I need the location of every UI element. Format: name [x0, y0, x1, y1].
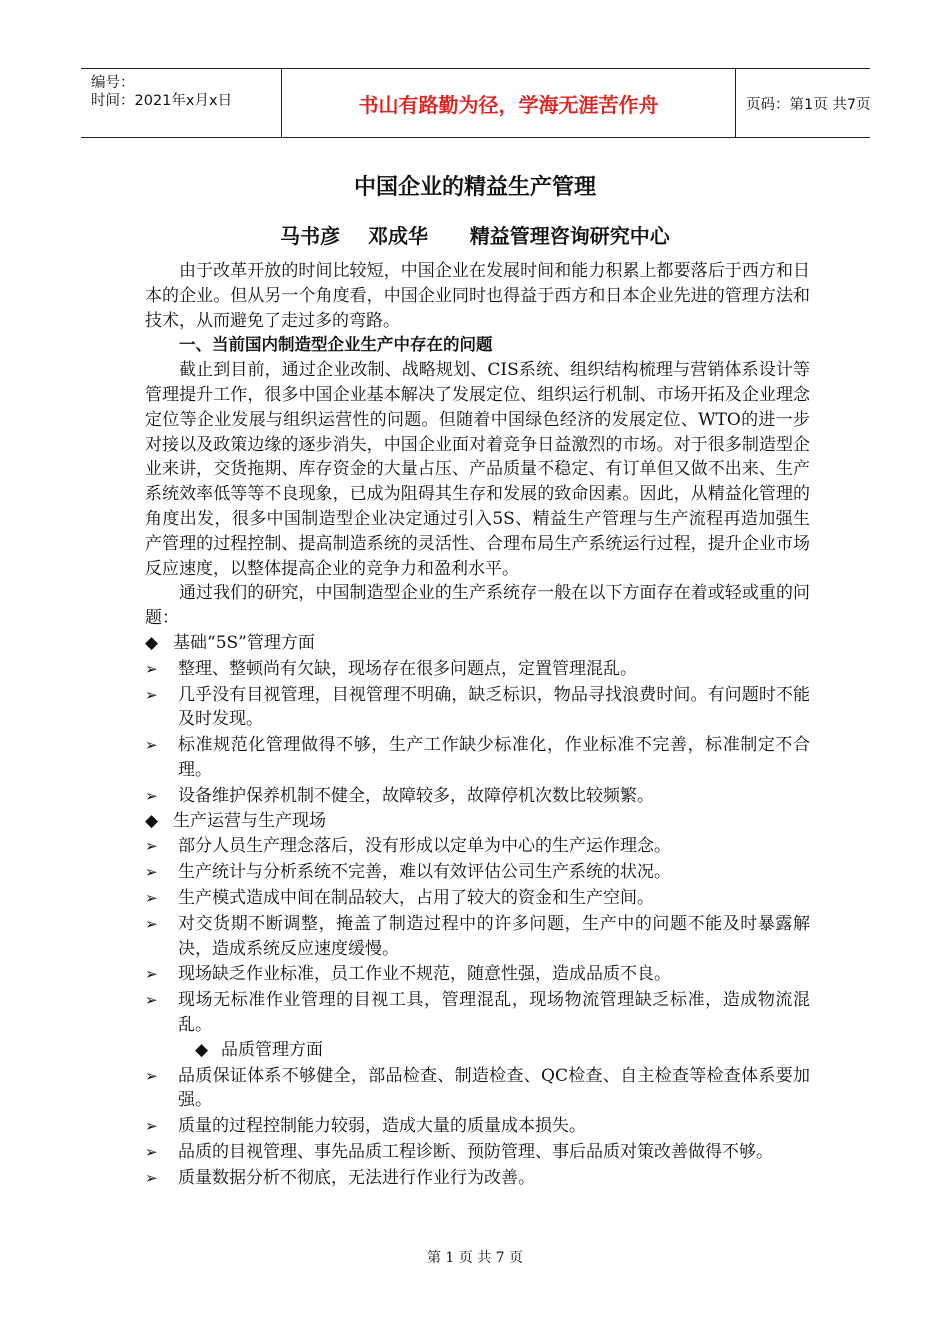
document-title: 中国企业的精益生产管理 [353, 175, 596, 200]
list-item-text: 标准规范化管理做得不够，生产工作缺少标准化，作业标准不完善，标准制定不合理。 [178, 735, 810, 780]
list-item [145, 1064, 810, 1114]
list-item-text: 设备维护保养机制不健全，故障较多，故障停机次数比较频繁。 [178, 785, 654, 806]
arrow-bullet-icon: ➢ [145, 685, 158, 704]
list-item [145, 1140, 810, 1165]
list-item-text: 现场缺乏作业标准，员工作业不规范，随意性强，造成品质不良。 [178, 964, 671, 985]
document-number-label: 编号： [91, 75, 135, 91]
list-item-text: 对交货期不断调整，掩盖了制造过程中的许多问题，生产中的问题不能及时暴露解决，造成系统反应速度缓慢。 [178, 913, 810, 959]
section-heading: 一、当前国内制造型企业生产中存在的问题 [179, 335, 493, 355]
diamond-bullet-icon: ◆ [195, 1039, 209, 1060]
list-item-text: 生产统计与分析系统不完善，难以有效评估公司生产系统的状况。 [178, 862, 671, 883]
arrow-bullet-icon: ➢ [145, 888, 158, 907]
group-heading-text: 生产运营与生产现场 [173, 810, 326, 831]
arrow-bullet-icon: ➢ [145, 1066, 158, 1085]
arrow-bullet-icon: ➢ [145, 1168, 158, 1187]
list-item [145, 657, 810, 682]
list-item-text: 品质的目视管理、事先品质工程诊断、预防管理、事后品质对策改善做得不够。 [178, 1141, 773, 1162]
group-heading-text: 品质管理方面 [221, 1039, 323, 1060]
list-item [145, 1166, 810, 1191]
list-item [145, 860, 810, 885]
list-item-text: 几乎没有目视管理，目视管理不明确，缺乏标识，物品寻找浪费时间。有问题时不能及时发现。 [178, 684, 810, 730]
list-item-text: 质量数据分析不彻底，无法进行作业行为改善。 [178, 1167, 535, 1188]
arrow-bullet-icon: ➢ [145, 965, 158, 984]
header-meta-cell [81, 69, 282, 137]
header-table [81, 68, 870, 138]
list-item-text: 品质保证体系不够健全，部品检查、制造检查、QC检查、自主检查等检查体系要加强。 [178, 1065, 810, 1111]
header-motto: 书山有路勤为径，学海无涯苦作舟 [282, 69, 736, 137]
list-item [145, 1114, 810, 1139]
list-item-text: 生产模式造成中间在制品较大，占用了较大的资金和生产空间。 [178, 887, 654, 908]
diamond-bullet-icon: ◆ [145, 632, 159, 653]
list-item-text: 整理、整顿尚有欠缺，现场存在很多问题点，定置管理混乱。 [178, 658, 637, 679]
arrow-bullet-icon: ➢ [145, 991, 158, 1010]
document-body [145, 259, 810, 1190]
header-page-label: 页码：第1页 共7页 [746, 96, 871, 113]
body-paragraph: 截止到目前，通过企业改制、战略规划、CIS系统、组织结构梳理与营销体系设计等管理提升工作，很多中国企业基本解决了发展定位、组织运行机制、市场开拓及企业理念定位等企业发展与组织运营性的问题。但随着中国绿色经济的发展定位、WTO的进一步对接以及政策边缘的逐步消失，中国企业面对着竞争日益激烈的市场。对于很多制造型企业来讲，交货拖期、库存资金的大量占压、产品质量不稳定、有订单但又做不出来、生产系统效率低等等不良现象，已成为阻碍其生存和发展的致命因素。因此，从精益化管理的角度出发，很多中国制造型企业决定通过引入5S、精益生产管理与生产流程再造加强生产管理的过程控制、提高制造系统的灵活性、合理布局生产系统运行过程，提升企业市场反应速度，以整体提高企业的竞争力和盈利水平。 [145, 360, 810, 579]
list-item [145, 988, 810, 1038]
list-item-text: 部分人员生产理念落后，没有形成以定单为中心的生产运作理念。 [178, 836, 671, 857]
page-footer: 第 1 页 共 7 页 [426, 1250, 524, 1266]
arrow-bullet-icon: ➢ [145, 659, 158, 678]
group-heading-text: 基础“5S”管理方面 [173, 632, 315, 653]
arrow-bullet-icon: ➢ [145, 863, 158, 882]
list-item [145, 784, 810, 809]
group-heading [145, 809, 810, 834]
document-date-label: 时间：2021年x月x日 [91, 93, 233, 109]
arrow-bullet-icon: ➢ [145, 736, 158, 755]
list-item-text: 现场无标准作业管理的目视工具，管理混乱，现场物流管理缺乏标准，造成物流混乱。 [178, 990, 810, 1035]
intro-paragraph: 由于改革开放的时间比较短，中国企业在发展时间和能力积累上都要落后于西方和日本的企业。但从另一个角度看，中国企业同时也得益于西方和日本企业先进的管理方法和技术，从而避免了走过多的弯路。 [145, 261, 810, 331]
arrow-bullet-icon: ➢ [145, 786, 158, 805]
list-item [145, 912, 810, 962]
list-item [145, 733, 810, 783]
arrow-bullet-icon: ➢ [145, 914, 158, 933]
group-heading [145, 631, 810, 656]
list-item-text: 质量的过程控制能力较弱，造成大量的质量成本损失。 [178, 1116, 586, 1137]
diamond-bullet-icon: ◆ [145, 810, 159, 831]
arrow-bullet-icon: ➢ [145, 837, 158, 856]
document-authors: 马书彦 邓成华 精益管理咨询研究中心 [280, 224, 670, 248]
arrow-bullet-icon: ➢ [145, 1142, 158, 1161]
list-item [145, 886, 810, 911]
body-paragraph: 通过我们的研究，中国制造型企业的生产系统存一般在以下方面存在着或轻或重的问题： [145, 583, 810, 629]
arrow-bullet-icon: ➢ [145, 1117, 158, 1136]
list-item [145, 962, 810, 987]
group-heading [145, 1038, 810, 1063]
list-item [145, 683, 810, 733]
list-item [145, 834, 810, 859]
